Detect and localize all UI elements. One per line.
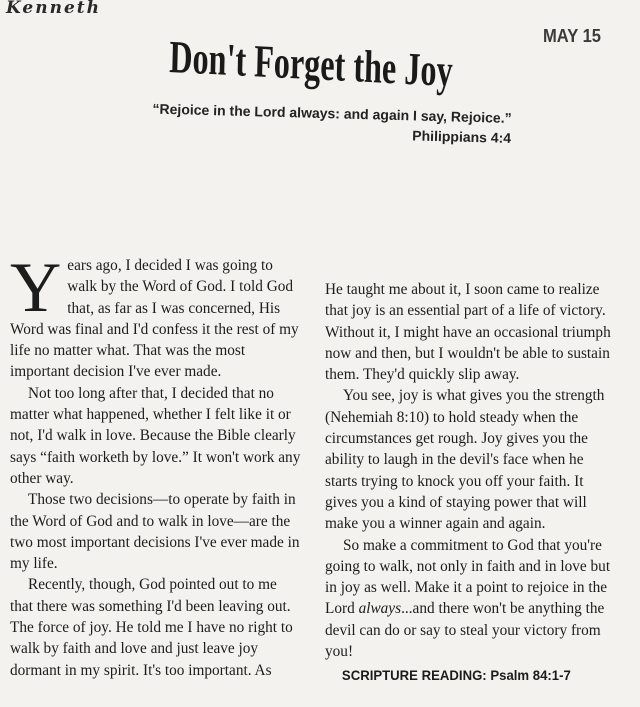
paragraph-4: Recently, though, God pointed out to me that there was something I'd been leaving out. The force of joy. He told me I have no right to walk by faith and love and just leave joy dormant in my spirit. It's too important. As (10, 576, 293, 679)
paragraph-1 (10, 249, 302, 383)
paragraph-5: He taught me about it, I soon came to realize that joy is an essential part of a life of victory. Without it, I might have an occasional triumph now and then, but I wouldn't be able to sustain them. They'd quickly slip away. (325, 281, 611, 384)
paragraph-7 (325, 535, 615, 663)
left-column (10, 249, 302, 681)
paragraph-6: You see, joy is what gives you the strength (Nehemiah 8:10) to hold steady when the circumstances get rough. Joy gives you the ability to laugh in the devil's face when he starts trying to knock you off your faith. It gives you a kind of staying power that will make you a winner again and again. (325, 387, 605, 533)
paragraph-7-text-a: So make a commitment to God that you're going to walk, not only in faith and in love but in joy as well. Make it a point to rejoice in the Lord (325, 536, 611, 618)
author-name: Kenneth (6, 0, 101, 18)
emphasis-always: always (358, 600, 402, 618)
paragraph-1-text: ears ago, I decided I was going to walk by the Word of God. I told God that, as far as I was concerned, His Word was final and I'd confess it the rest of my life no matter what. That was the most important decision I've ever made. (10, 257, 299, 381)
page-title: Don't Forget the Joy (168, 30, 454, 97)
verse-text: “Rejoice in the Lord always: and again I say, Rejoice.” (152, 100, 512, 126)
verse-quote (131, 98, 512, 148)
paragraph-3: Those two decisions—to operate by faith in the Word of God and to walk in love—are the two most important decisions I've ever made in my life. (10, 491, 300, 573)
paragraph-7-text-b: ...and there won't be anything the devil can do or say to steal your victory from you! (325, 600, 605, 661)
verse-reference: Philippians 4:4 (412, 127, 512, 146)
date-label: MAY 15 (543, 26, 602, 46)
scripture-reading: SCRIPTURE READING: Psalm 84:1-7 (341, 667, 571, 684)
paragraph-2: Not too long after that, I decided that no matter what happened, whether I felt like it or not, I'd walk in love. Because the Bible clearly says “faith worketh by love.” It won't work any other way. (10, 384, 301, 487)
drop-cap: Y (10, 249, 62, 327)
right-column (325, 279, 615, 687)
